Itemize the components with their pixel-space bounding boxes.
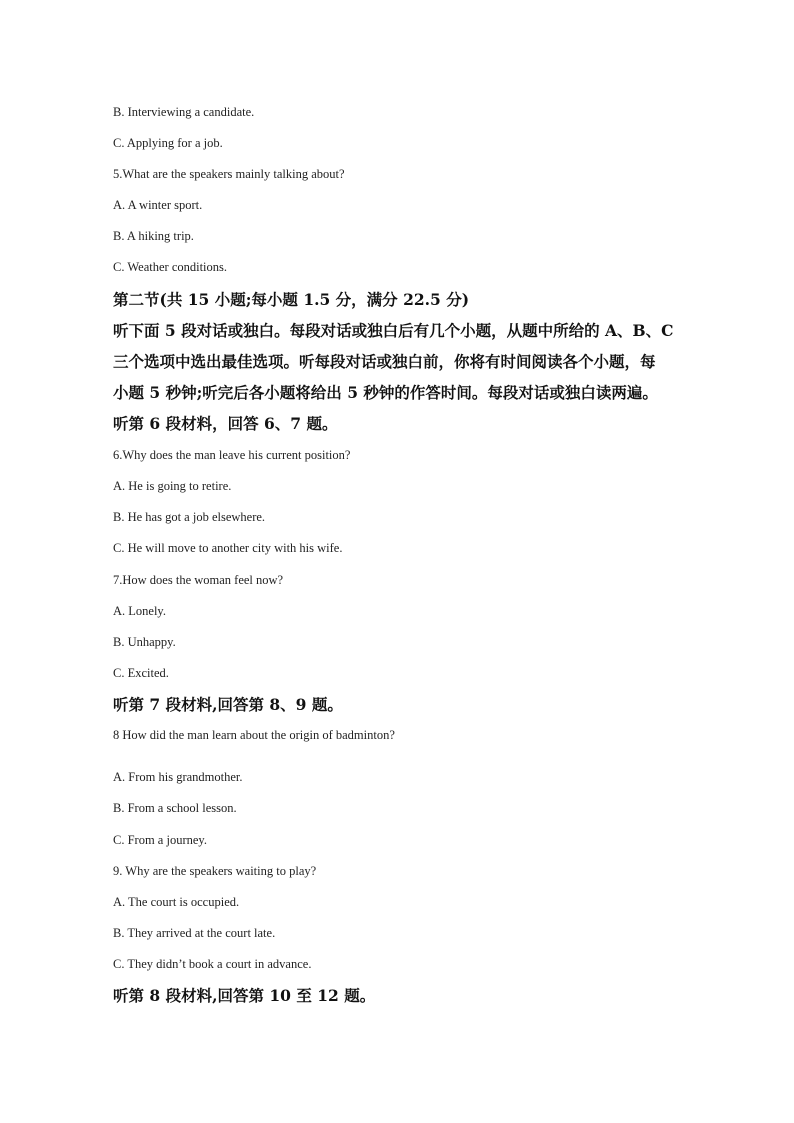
question-5: 5.What are the speakers mainly talking about? [113,167,345,181]
instructions-line-2: 三个选项中选出最佳选项。听每段对话或独白前，你将有时间阅读各个小题，每 [113,352,656,371]
material-6-heading: 听第 6 段材料，回答 6、7 题。 [113,414,338,433]
option-b-q9: B. They arrived at the court late. [113,926,276,940]
question-9: 9. Why are the speakers waiting to play? [113,864,317,878]
question-7: 7.How does the woman feel now? [113,573,284,587]
option-a-q5: A. A winter sport. [113,198,203,212]
option-a-q6: A. He is going to retire. [113,479,232,493]
question-6: 6.Why does the man leave his current position? [113,448,351,462]
option-c-q9: C. They didn’t book a court in advance. [113,957,312,971]
material-7-heading: 听第 7 段材料,回答第 8、9 题。 [113,695,343,714]
option-b-q4: B. Interviewing a candidate. [113,105,255,119]
option-c-q6: C. He will move to another city with his wife. [113,541,343,555]
option-b-q7: B. Unhappy. [113,635,176,649]
option-b-q8: B. From a school lesson. [113,801,237,815]
option-c-q8: C. From a journey. [113,833,207,847]
instructions-line-1: 听下面 5 段对话或独白。每段对话或独白后有几个小题，从题中所给的 A、B、C [113,321,674,340]
option-a-q9: A. The court is occupied. [113,895,240,909]
option-b-q5: B. A hiking trip. [113,229,194,243]
option-c-q7: C. Excited. [113,666,169,680]
option-b-q6: B. He has got a job elsewhere. [113,510,266,524]
material-8-heading: 听第 8 段材料,回答第 10 至 12 题。 [113,986,376,1005]
section-heading: 第二节(共 15 小题;每小题 1.5 分，满分 22.5 分) [113,290,470,309]
question-8: 8 How did the man learn about the origin of badminton? [113,728,395,742]
option-c-q5: C. Weather conditions. [113,260,228,274]
option-a-q7: A. Lonely. [113,604,166,618]
instructions-line-3: 小题 5 秒钟;听完后各小题将给出 5 秒钟的作答时间。每段对话或独白读两遍。 [113,383,658,402]
option-a-q8: A. From his grandmother. [113,770,243,784]
option-c-q4: C. Applying for a job. [113,136,223,150]
